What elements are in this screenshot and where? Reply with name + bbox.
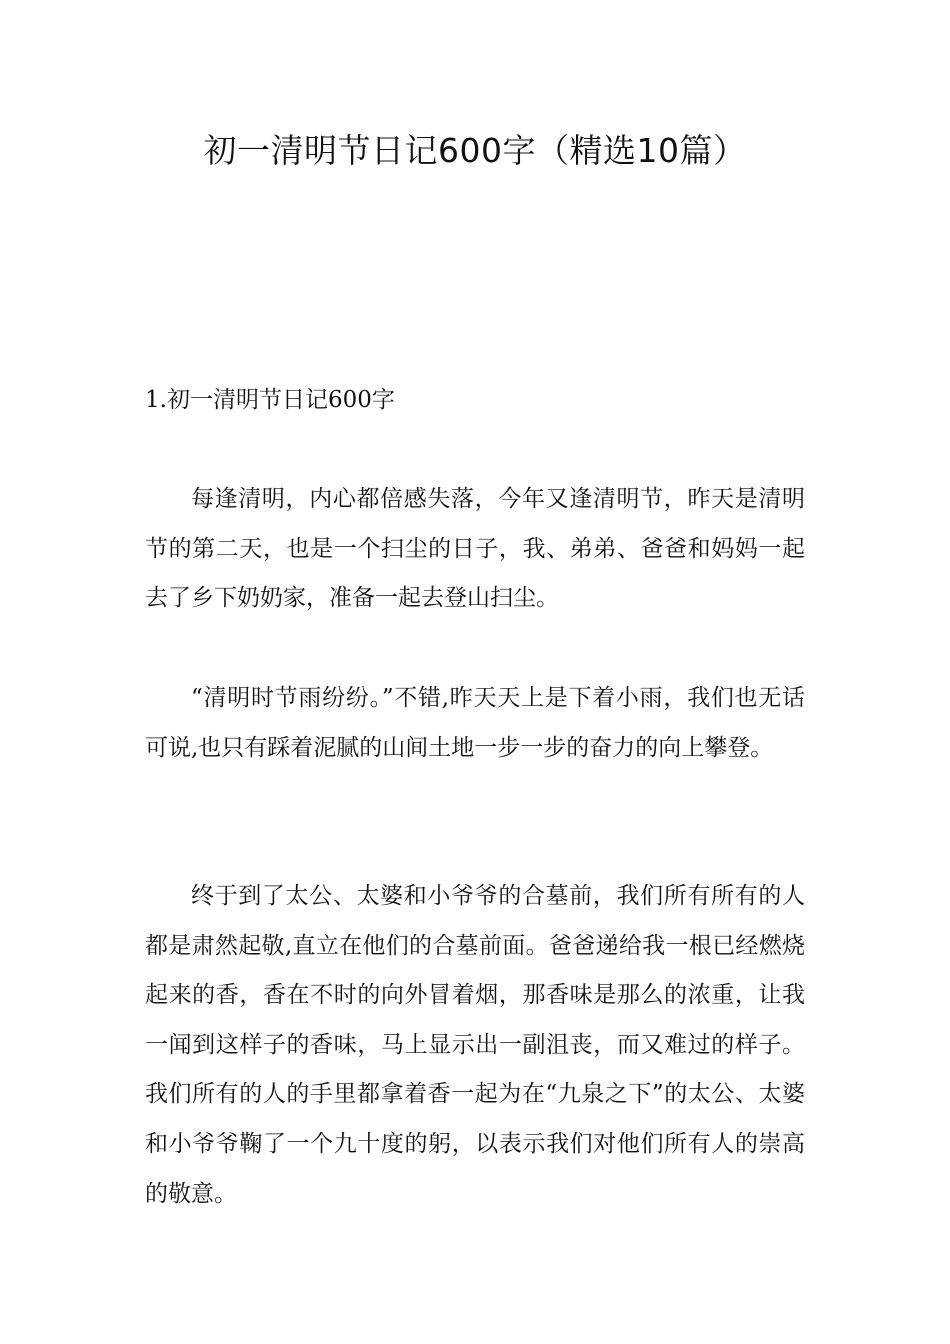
body-paragraph: 终于到了太公、太婆和小爷爷的合墓前，我们所有所有的人都是肃然起敬,直立在他们的合墓前面。爸爸递给我一根已经燃烧起来的香，香在不时的向外冒着烟，那香味是那么的浓重，让我一闻到这样子的香味，马上显示出一副沮丧，而又难过的样子。我们所有的人的手里都拿着香一起为在“九泉之下”的太公、太婆和小爷爷鞠了一个九十度的躬，以表示我们对他们所有人的崇高的敬意。 [145,883,805,1207]
body-paragraph: 每逢清明，内心都倍感失落，今年又逢清明节，昨天是清明节的第二天，也是一个扫尘的日子，我、弟弟、爸爸和妈妈一起去了乡下奶奶家，准备一起去登山扫尘。 [145,486,805,612]
document-title: 初一清明节日记600字（精选10篇） [203,131,747,170]
body-paragraph: “清明时节雨纷纷。”不错,昨天天上是下着小雨，我们也无话可说,也只有踩着泥腻的山间土地一步一步的奋力的向上攀登。 [145,685,805,761]
section-heading: 1.初一清明节日记600字 [145,387,395,413]
